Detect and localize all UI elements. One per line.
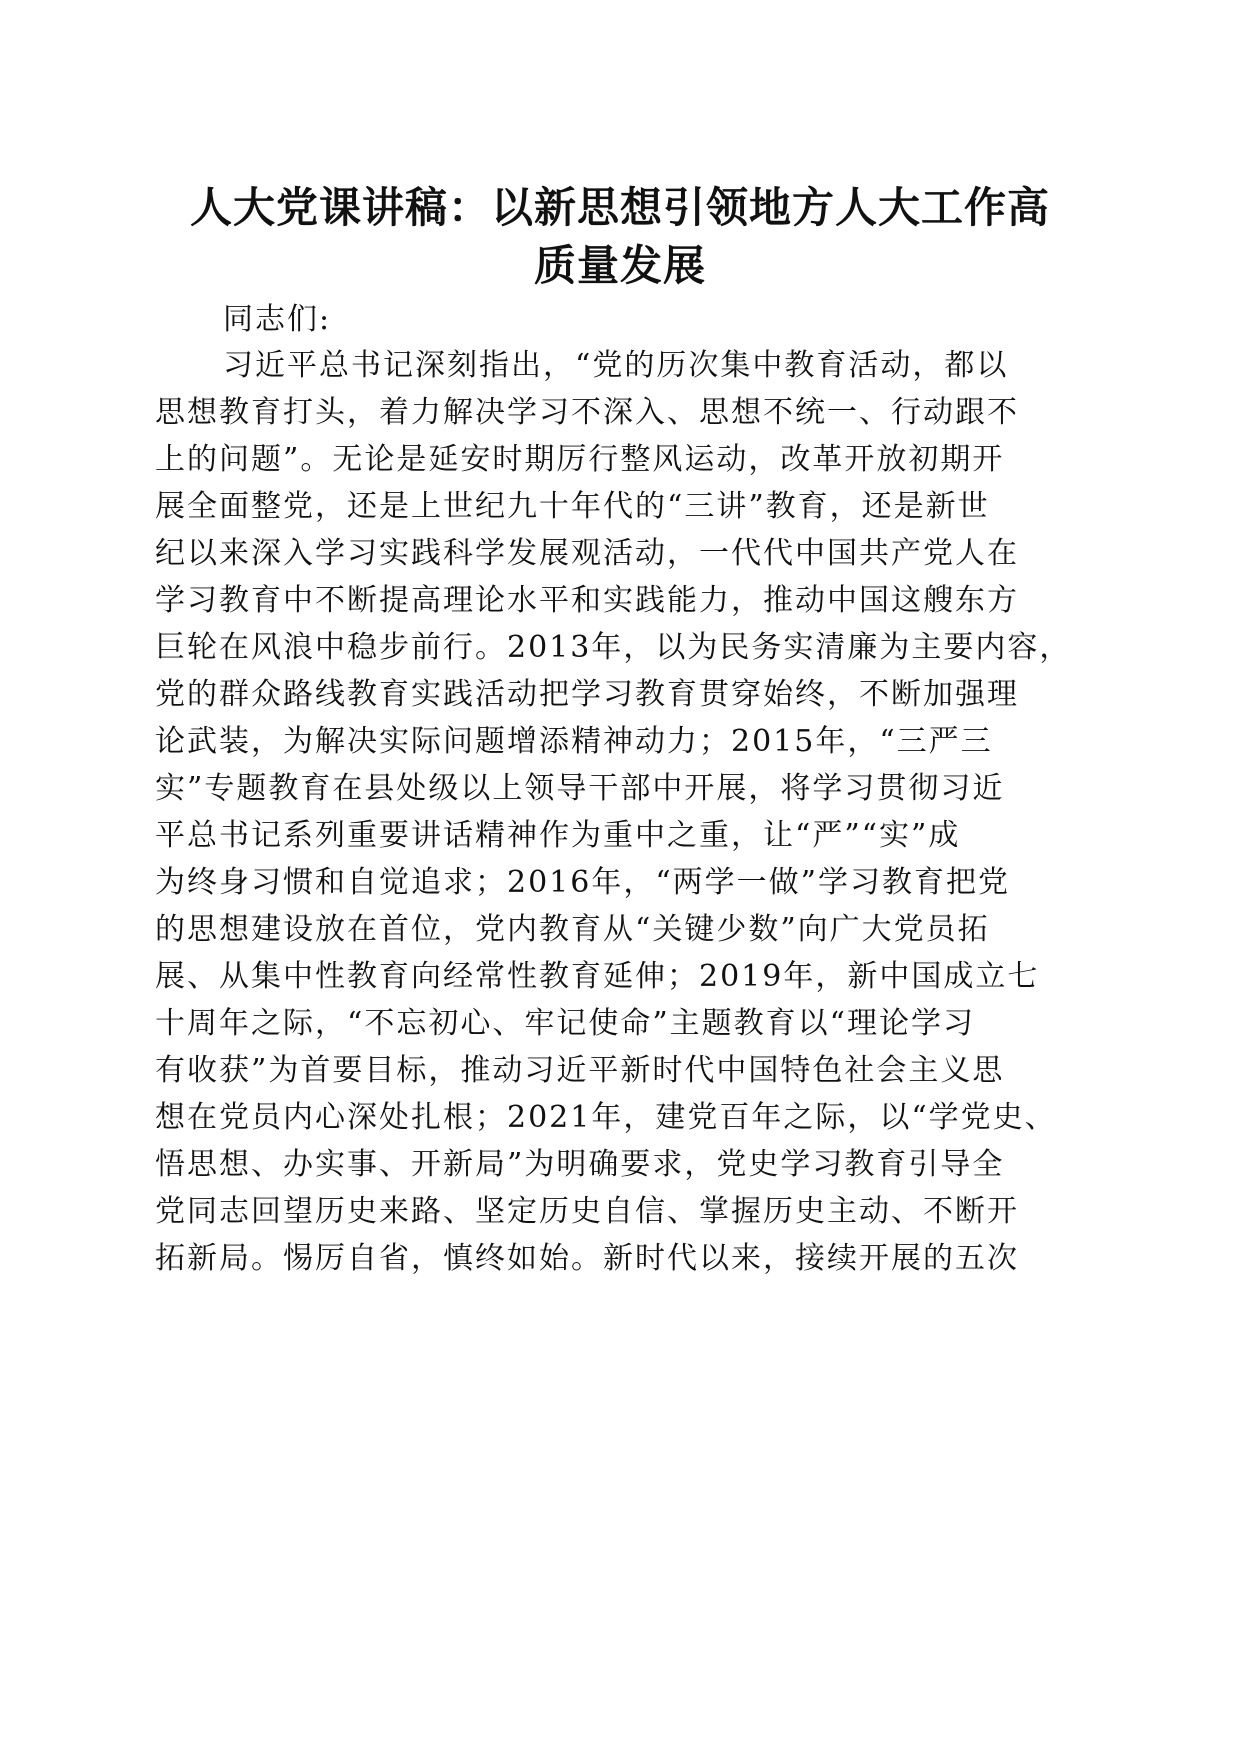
- paragraph-line: 为终身习惯和自觉追求；2016年，“两学一做”学习教育把党: [155, 865, 1011, 900]
- paragraph-line: 十周年之际，“不忘初心、牢记使命”主题教育以“理论学习: [155, 1006, 976, 1041]
- greeting: 同志们:: [223, 302, 332, 337]
- paragraph-line: 巨轮在风浪中稳步前行。2013年，以为民务实清廉为主要内容，: [155, 630, 1072, 665]
- paragraph-line: 实”专题教育在县处级以上领导干部中开展，将学习贯彻习近: [155, 771, 1005, 806]
- paragraph-line: 平总书记系列重要讲话精神作为重中之重，让“严”“实”成: [155, 818, 961, 853]
- paragraph-line: 展全面整党，还是上世纪九十年代的“三讲”教育，还是新世: [155, 489, 990, 524]
- paragraph-line: 论武装，为解决实际问题增添精神动力；2015年，“三严三: [155, 724, 993, 759]
- paragraph-line: 想在党员内心深处扎根；2021年，建党百年之际，以“学党史、: [155, 1100, 1057, 1135]
- document-title-line-1: 人大党课讲稿：以新思想引领地方人大工作高: [189, 183, 1050, 232]
- document-title-line-2: 质量发展: [533, 241, 706, 290]
- paragraph-line: 党同志回望历史来路、坚定历史自信、掌握历史主动、不断开: [155, 1194, 1019, 1229]
- paragraph-line: 学习教育中不断提高理论水平和实践能力，推动中国这艘东方: [155, 583, 1019, 618]
- paragraph-line: 习近平总书记深刻指出，“党的历次集中教育活动，都以: [223, 348, 1009, 383]
- paragraph-line: 党的群众路线教育实践活动把学习教育贯穿始终，不断加强理: [155, 677, 1019, 712]
- paragraph-line: 纪以来深入学习实践科学发展观活动，一代代中国共产党人在: [155, 536, 1019, 571]
- paragraph-line: 的思想建设放在首位，党内教育从“关键少数”向广大党员拓: [155, 912, 990, 947]
- paragraph-line: 拓新局。惕厉自省，慎终如始。新时代以来，接续开展的五次: [155, 1241, 1019, 1276]
- paragraph-line: 思想教育打头，着力解决学习不深入、思想不统一、行动跟不: [155, 395, 1019, 430]
- paragraph-line: 有收获”为首要目标，推动习近平新时代中国特色社会主义思: [155, 1053, 1005, 1088]
- paragraph-line: 悟思想、办实事、开新局”为明确要求，党史学习教育引导全: [155, 1147, 1005, 1182]
- paragraph-line: 上的问题”。无论是延安时期厉行整风运动，改革开放初期开: [155, 442, 1005, 477]
- paragraph-line: 展、从集中性教育向经常性教育延伸；2019年，新中国成立七: [155, 959, 1040, 994]
